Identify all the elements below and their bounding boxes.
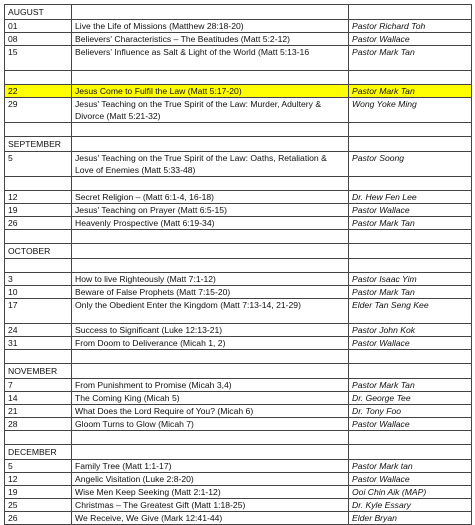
sermon-title: From Punishment to Promise (Micah 3,4) — [72, 379, 349, 392]
sermon-date: 25 — [5, 499, 72, 512]
sermon-speaker: Pastor Mark tan — [349, 460, 472, 473]
spacer-row — [5, 177, 472, 191]
sermon-row — [5, 204, 472, 217]
month-name: NOVEMBER — [5, 364, 72, 379]
sermon-speaker: Pastor Wallace — [349, 33, 472, 46]
sermon-row — [5, 499, 472, 512]
sermon-date: 22 — [5, 85, 72, 98]
sermon-speaker: Pastor Wallace — [349, 204, 472, 217]
sermon-title: Believers' Influence as Salt & Light of the World (Matt 5:13-16 — [72, 46, 349, 71]
month-name: DECEMBER — [5, 445, 72, 460]
sermon-speaker: Pastor Mark Tan — [349, 46, 472, 71]
sermon-date: 26 — [5, 512, 72, 525]
month-header-row — [5, 244, 472, 259]
sermon-title: Live the Life of Missions (Matthew 28:18-20) — [72, 20, 349, 33]
sermon-speaker: Pastor John Kok — [349, 324, 472, 337]
sermon-title: Angelic Visitation (Luke 2:8-20) — [72, 473, 349, 486]
sermon-row — [5, 191, 472, 204]
sermon-title: Jesus' Teaching on the True Spirit of the Law: Murder, Adultery & Divorce (Matt 5:21-32) — [72, 98, 349, 123]
spacer-row — [5, 71, 472, 85]
sermon-speaker: Pastor Wallace — [349, 337, 472, 350]
sermon-speaker: Dr. Hew Fen Lee — [349, 191, 472, 204]
month-name: OCTOBER — [5, 244, 72, 259]
sermon-date: 01 — [5, 20, 72, 33]
sermon-title: Christmas – The Greatest Gift (Matt 1:18-25) — [72, 499, 349, 512]
sermon-row — [5, 299, 472, 324]
sermon-date: 31 — [5, 337, 72, 350]
sermon-title: Believers' Characteristics – The Beatitudes (Matt 5:2-12) — [72, 33, 349, 46]
sermon-date: 10 — [5, 286, 72, 299]
sermon-speaker: Pastor Mark Tan — [349, 217, 472, 230]
sermon-row — [5, 217, 472, 230]
sermon-row — [5, 46, 472, 71]
sermon-date: 29 — [5, 98, 72, 123]
sermon-row — [5, 273, 472, 286]
sermon-date: 19 — [5, 486, 72, 499]
sermon-title: What Does the Lord Require of You? (Micah 6) — [72, 405, 349, 418]
sermon-speaker: Dr. George Tee — [349, 392, 472, 405]
sermon-title: Family Tree (Matt 1:1-17) — [72, 460, 349, 473]
sermon-date: 7 — [5, 379, 72, 392]
sermon-speaker: Dr. Kyle Essary — [349, 499, 472, 512]
sermon-row — [5, 512, 472, 525]
sermon-row — [5, 20, 472, 33]
sermon-date: 5 — [5, 460, 72, 473]
sermon-title: Heavenly Prospective (Matt 6:19-34) — [72, 217, 349, 230]
spacer-row — [5, 123, 472, 137]
sermon-row — [5, 405, 472, 418]
sermon-date: 21 — [5, 405, 72, 418]
month-header-row — [5, 137, 472, 152]
sermon-speaker: Pastor Richard Toh — [349, 20, 472, 33]
sermon-speaker: Elder Bryan — [349, 512, 472, 525]
sermon-date: 12 — [5, 473, 72, 486]
sermon-date: 12 — [5, 191, 72, 204]
sermon-title: Success to Significant (Luke 12:13-21) — [72, 324, 349, 337]
month-name: AUGUST — [5, 5, 72, 20]
spacer-row — [5, 259, 472, 273]
sermon-title: We Receive, We Give (Mark 12:41-44) — [72, 512, 349, 525]
sermon-date: 08 — [5, 33, 72, 46]
sermon-title: Jesus' Teaching on Prayer (Matt 6:5-15) — [72, 204, 349, 217]
sermon-row — [5, 460, 472, 473]
sermon-title: Wise Men Keep Seeking (Matt 2:1-12) — [72, 486, 349, 499]
sermon-title: How to live Righteously (Matt 7:1-12) — [72, 273, 349, 286]
month-header-row — [5, 364, 472, 379]
month-header-row — [5, 445, 472, 460]
sermon-speaker: Wong Yoke Ming — [349, 98, 472, 123]
sermon-row — [5, 418, 472, 431]
sermon-schedule-table — [4, 4, 472, 525]
month-name: SEPTEMBER — [5, 137, 72, 152]
spacer-row — [5, 350, 472, 364]
sermon-row — [5, 379, 472, 392]
sermon-speaker: Pastor Wallace — [349, 418, 472, 431]
spacer-row — [5, 230, 472, 244]
sermon-row — [5, 392, 472, 405]
sermon-row — [5, 324, 472, 337]
sermon-speaker: Pastor Mark Tan — [349, 379, 472, 392]
sermon-title: Jesus Come to Fulfil the Law (Matt 5:17-20) — [72, 85, 349, 98]
sermon-speaker: Elder Tan Seng Kee — [349, 299, 472, 324]
sermon-row-highlighted — [5, 85, 472, 98]
sermon-date: 5 — [5, 152, 72, 177]
sermon-date: 28 — [5, 418, 72, 431]
sermon-title: Only the Obedient Enter the Kingdom (Matt 7:13-14, 21-29) — [72, 299, 349, 324]
sermon-date: 26 — [5, 217, 72, 230]
sermon-title: Beware of False Prophets (Matt 7:15-20) — [72, 286, 349, 299]
sermon-date: 24 — [5, 324, 72, 337]
sermon-row — [5, 152, 472, 177]
sermon-title: Gloom Turns to Glow (Micah 7) — [72, 418, 349, 431]
sermon-speaker: Pastor Isaac Yim — [349, 273, 472, 286]
sermon-row — [5, 33, 472, 46]
sermon-speaker: Pastor Wallace — [349, 473, 472, 486]
sermon-date: 15 — [5, 46, 72, 71]
sermon-row — [5, 286, 472, 299]
sermon-title: From Doom to Deliverance (Micah 1, 2) — [72, 337, 349, 350]
sermon-row — [5, 98, 472, 123]
sermon-row — [5, 337, 472, 350]
sermon-row — [5, 473, 472, 486]
sermon-title: Secret Religion – (Matt 6:1-4, 16-18) — [72, 191, 349, 204]
sermon-date: 14 — [5, 392, 72, 405]
sermon-speaker: Pastor Mark Tan — [349, 286, 472, 299]
sermon-date: 17 — [5, 299, 72, 324]
sermon-title: Jesus' Teaching on the True Spirit of the Law: Oaths, Retaliation & Love of Enemies (Matt 5:33-48) — [72, 152, 349, 177]
sermon-title: The Coming King (Micah 5) — [72, 392, 349, 405]
month-header-row — [5, 5, 472, 20]
sermon-row — [5, 486, 472, 499]
spacer-row — [5, 431, 472, 445]
sermon-speaker: Ooi Chin Aik (MAP) — [349, 486, 472, 499]
sermon-speaker: Pastor Soong — [349, 152, 472, 177]
sermon-date: 3 — [5, 273, 72, 286]
sermon-date: 19 — [5, 204, 72, 217]
sermon-speaker: Dr. Tony Foo — [349, 405, 472, 418]
sermon-speaker: Pastor Mark Tan — [349, 85, 472, 98]
